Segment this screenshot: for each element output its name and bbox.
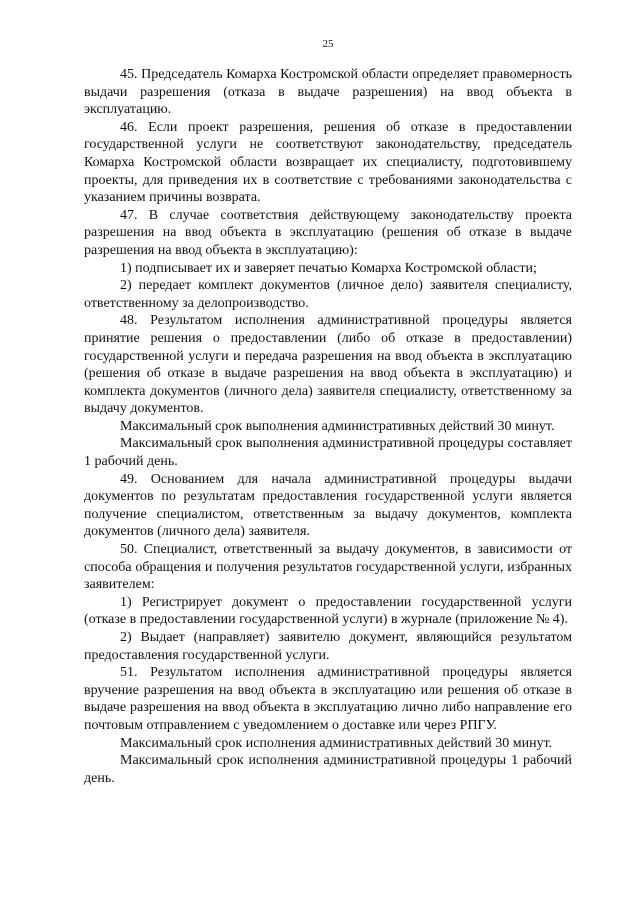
paragraph-47-item-2: 2) передает комплект документов (личное дело) заявителя специалисту, ответственному за делопроизводство.	[84, 278, 572, 311]
paragraph-50-item-1: 1) Регистрирует документ о предоставлении государственной услуги (отказе в предоставлении государственной услуги) в журнале (приложение № 4).	[84, 594, 572, 628]
paragraph-49: 49. Основанием для начала административной процедуры выдачи документов по результатам предоставления государственной услуги является получение специалистом, ответственным за выдачу документов, комплекта документов (личного дела) заявителя.	[84, 471, 572, 540]
paragraph-46: 46. Если проект разрешения, решения об отказе в предоставлении государственной услуги не соответствуют законодательству, председатель Комарха Костромской области возвращает их специалисту, подготовившему проекты, для приведения их в соответствие с требованиями законодательства с указанием причины возврата.	[84, 119, 572, 206]
paragraph-48-max-procedure-time: Максимальный срок выполнения административной процедуры составляет 1 рабочий день.	[84, 436, 572, 470]
paragraph-48: 48. Результатом исполнения административной процедуры является принятие решения о предоставлении (либо об отказе в предоставлении) государственной услуги и передача разрешения на ввод объекта в эксплуатацию (решения об отказе в выдаче разрешения на ввод объекта в эксплуатацию) и комплекта документов (личного дела) заявителя специалисту, ответственному за выдачу документов.	[84, 313, 572, 417]
paragraph-45: 45. Председатель Комарха Костромской области определяет правомерность выдачи разрешения (отказа в выдаче разрешения) на ввод объекта в эксплуатацию.	[84, 67, 572, 118]
paragraph-47-item-1: 1) подписывает их и заверяет печатью Комарха Костромской области;	[120, 260, 537, 276]
paragraph-50-item-2: 2) Выдает (направляет) заявителю документ, являющийся результатом предоставления государственной услуги.	[84, 630, 572, 663]
paragraph-51-max-procedure-time: Максимальный срок исполнения административной процедуры 1 рабочий день.	[84, 753, 572, 786]
paragraph-48-max-actions-time: Максимальный срок выполнения административных действий 30 минут.	[120, 418, 555, 434]
paragraph-51-max-actions-time: Максимальный срок исполнения административных действий 30 минут.	[120, 735, 553, 751]
paragraph-50: 50. Специалист, ответственный за выдачу документов, в зависимости от способа обращения и получения результатов государственной услуги, избранных заявителем:	[84, 542, 572, 593]
paragraph-47: 47. В случае соответствия действующему законодательству проекта разрешения на ввод объекта в эксплуатацию (решения об отказе в выдаче разрешения на ввод объекта в эксплуатацию):	[84, 207, 572, 258]
paragraph-51: 51. Результатом исполнения административной процедуры является вручение разрешения на ввод объекта в эксплуатацию или решения об отказе в выдаче разрешения на ввод объекта в эксплуатацию лично либо направление его почтовым отправлением с уведомлением о доставке или через РПГУ.	[84, 665, 572, 733]
document-body	[84, 66, 572, 787]
page-number: 25	[322, 38, 334, 50]
